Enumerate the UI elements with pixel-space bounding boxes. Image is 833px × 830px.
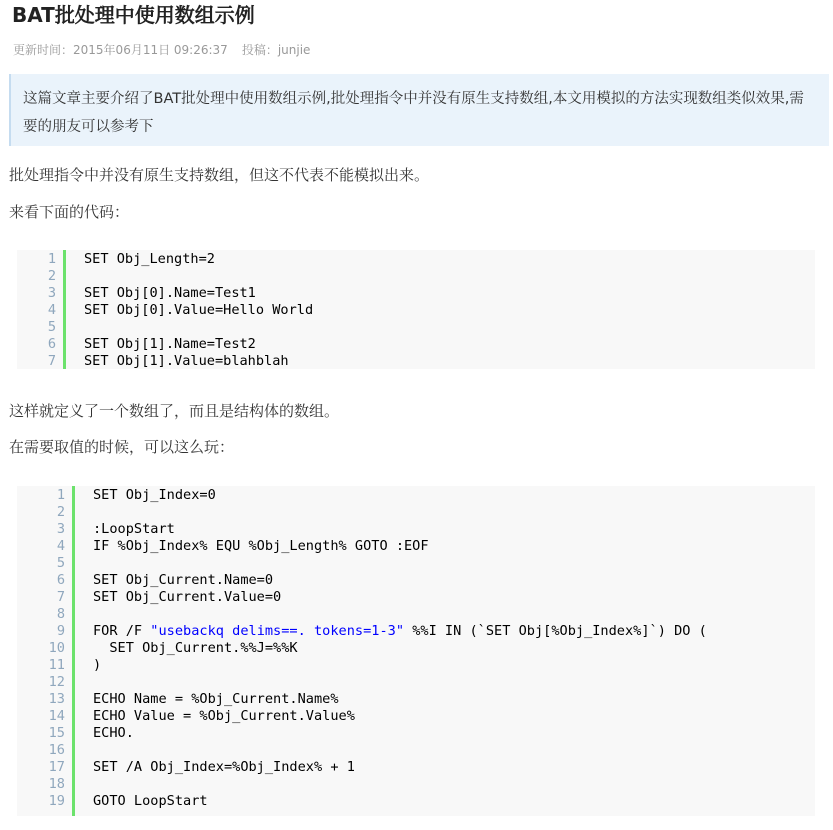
code-line: SET Obj_Index=0 [93, 487, 216, 503]
line-number: 11 [48, 657, 65, 673]
line-numbers [34, 487, 65, 810]
code-line [93, 742, 707, 759]
gutter-divider [72, 486, 75, 816]
author-name[interactable]: junjie [277, 43, 311, 57]
line-number: 1 [56, 487, 65, 503]
code-line: SET Obj_Current.Value=0 [93, 589, 282, 605]
line-number: 14 [48, 708, 65, 724]
article-summary: 这篇文章主要介绍了BAT批处理中使用数组示例,批处理指令中并没有原生支持数组,本文用模拟的方法实现数组类似效果,需要的朋友可以参考下 [9, 74, 829, 146]
code-line: IF %Obj_Index% EQU %Obj_Length% GOTO :EOF [93, 538, 429, 554]
code-line: SET Obj[1].Name=Test2 [84, 336, 256, 352]
line-number: 10 [48, 640, 65, 656]
code-line: :LoopStart [93, 521, 175, 537]
line-number: 7 [47, 353, 56, 369]
code-line [93, 674, 707, 691]
line-number: 3 [56, 521, 65, 537]
line-number: 8 [56, 606, 65, 622]
code-line: SET Obj_Current.%%J=%%K [93, 640, 298, 656]
line-numbers [32, 251, 56, 370]
line-number: 3 [47, 285, 56, 301]
line-number: 4 [56, 538, 65, 554]
code-line: SET Obj[0].Name=Test1 [84, 285, 256, 301]
code-line: SET Obj[0].Value=Hello World [84, 302, 314, 318]
code-line [93, 504, 707, 521]
line-number: 19 [48, 793, 65, 809]
line-number: 5 [56, 555, 65, 571]
line-number: 2 [56, 504, 65, 520]
paragraph-read-values: 在需要取值的时候，可以这么玩： [9, 438, 235, 456]
author-label: 投稿： [241, 43, 278, 57]
line-number: 1 [47, 251, 56, 267]
gutter-divider [63, 250, 66, 369]
code-line: ECHO. [93, 725, 134, 741]
code-line: SET Obj[1].Value=blahblah [84, 353, 289, 369]
line-number: 6 [47, 336, 56, 352]
code-line: ) [93, 657, 102, 673]
code-line [93, 555, 707, 572]
line-number: 18 [48, 776, 65, 792]
article-meta [13, 42, 310, 58]
article-title: BAT批处理中使用数组示例 [12, 3, 255, 27]
line-number: 16 [48, 742, 65, 758]
code-line [93, 776, 707, 793]
code-line: SET Obj_Current.Name=0 [93, 572, 274, 588]
code-block-define-array[interactable] [17, 250, 815, 369]
updated-label: 更新时间： [13, 43, 74, 57]
code-line [84, 319, 313, 336]
line-number: 2 [47, 268, 56, 284]
code-line: GOTO LoopStart [93, 793, 208, 809]
line-number: 7 [56, 589, 65, 605]
line-number: 17 [48, 759, 65, 775]
line-number: 12 [48, 674, 65, 690]
string-literal: "usebackq delims==. tokens=1-3" [150, 623, 405, 639]
code-line [93, 606, 707, 623]
code-line: SET /A Obj_Index=%Obj_Index% + 1 [93, 759, 355, 775]
line-number: 6 [56, 572, 65, 588]
paragraph-intro: 批处理指令中并没有原生支持数组，但这不代表不能模拟出来。 [9, 166, 430, 184]
code-lines [93, 487, 707, 810]
code-line: SET Obj_Length=2 [84, 251, 215, 267]
code-line [84, 268, 313, 285]
code-line: ECHO Value = %Obj_Current.Value% [93, 708, 355, 724]
line-number: 5 [47, 319, 56, 335]
line-number: 13 [48, 691, 65, 707]
code-lines [84, 251, 313, 370]
code-line: FOR /F "usebackq delims==. tokens=1-3" %%I IN (`SET Obj[%Obj_Index%]`) DO ( [93, 623, 707, 639]
paragraph-struct-array: 这样就定义了一个数组了，而且是结构体的数组。 [9, 402, 340, 420]
line-number: 9 [56, 623, 65, 639]
code-line: ECHO Name = %Obj_Current.Name% [93, 691, 339, 707]
line-number: 4 [47, 302, 56, 318]
paragraph-code-lead: 来看下面的代码： [9, 203, 130, 221]
updated-time: 2015年06月11日 09:26:37 [73, 43, 228, 57]
line-number: 15 [48, 725, 65, 741]
code-block-loop-array[interactable] [17, 486, 815, 816]
